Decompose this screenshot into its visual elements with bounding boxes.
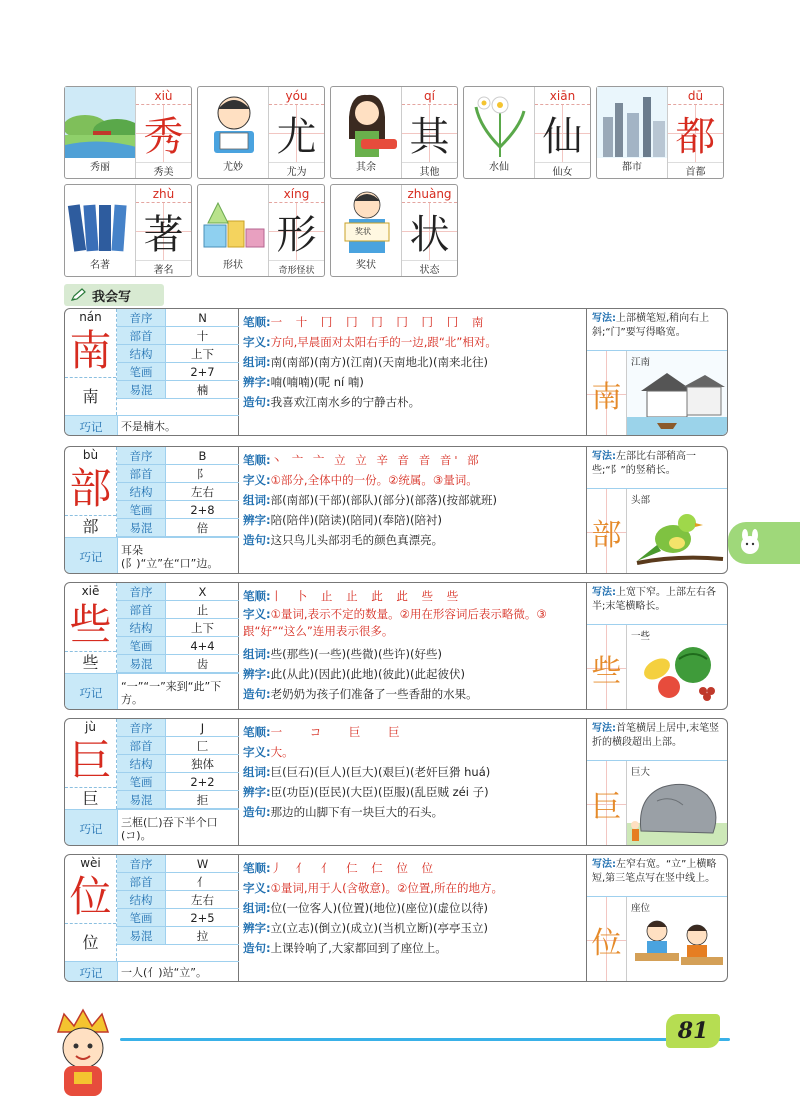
distinguish-text: 臣(功臣)(臣民)(大臣)(臣服)(乱臣贼 zéi 子) [270, 785, 489, 799]
memory-label: 巧记 [65, 538, 117, 574]
distinguish-label: 辨字: [243, 513, 271, 527]
character-pinyin: wèi [80, 856, 101, 870]
character-box [65, 309, 117, 415]
attr-radical: 十 [165, 327, 239, 344]
vocab-cards [64, 86, 728, 282]
compound-word: 其他 [402, 162, 457, 182]
words-label: 组词: [243, 355, 271, 369]
attr-radical: 亻 [165, 873, 239, 890]
card-pinyin: dū [668, 87, 723, 105]
card-character: 其 [402, 105, 457, 162]
stroke-order-label: 笔顺: [243, 315, 271, 329]
character-small: 巨 [65, 787, 116, 809]
character-small: 部 [65, 515, 116, 537]
writing-tip-label: 写法: [592, 723, 616, 734]
memory-text: 一人(亻)站“立”。 [117, 962, 239, 982]
attr-label: 部首 [117, 465, 165, 482]
sentence-label: 造句: [243, 805, 271, 819]
character-box [65, 855, 117, 961]
memory-tip [65, 537, 239, 574]
character-details [239, 583, 587, 709]
side-tab [728, 522, 800, 564]
card-picture [198, 185, 269, 276]
vocab-card [330, 184, 458, 277]
character-details [239, 855, 587, 981]
illustration-caption: 巨大 [631, 767, 651, 778]
compound-word: 奇形怪状 [269, 260, 324, 280]
meaning-label: 字义: [243, 745, 271, 759]
attr-label: 结构 [117, 345, 165, 362]
picture-word: 都市 [622, 162, 642, 173]
character-attributes [117, 583, 239, 673]
attr-order: J [165, 719, 239, 736]
card-picture [597, 87, 668, 178]
writing-tip-label: 写法: [592, 451, 616, 462]
compound-word: 状态 [402, 260, 457, 280]
sentence-label: 造句: [243, 395, 271, 409]
practice-grid: 南 [587, 351, 627, 436]
attr-label: 音序 [117, 855, 165, 872]
attr-strokes: 2+8 [165, 501, 239, 518]
narcissus-flower-illustration [464, 87, 534, 158]
attr-order: W [165, 855, 239, 872]
writing-tip-label: 写法: [592, 587, 616, 598]
sentence-text: 我喜欢江南水乡的宁静古朴。 [270, 395, 421, 409]
memory-tip [65, 673, 239, 710]
stroke-order: 一 コ 巨 巨 [270, 725, 412, 739]
memory-label: 巧记 [65, 416, 117, 436]
picture-word: 形状 [223, 260, 243, 271]
attr-order: B [165, 447, 239, 464]
card-pinyin: zhù [136, 185, 191, 203]
picture-word: 奖状 [356, 260, 376, 271]
compound-word: 尤为 [269, 162, 324, 182]
character-large: 部 [69, 464, 112, 513]
vocab-card [197, 86, 325, 179]
character-details [239, 719, 587, 845]
character-large: 位 [69, 872, 112, 921]
stroke-order: 一 十 冂 冂 冂 冂 冂 冂 南 [270, 315, 489, 329]
sentence-label: 造句: [243, 533, 271, 547]
meaning-text: 方向,早晨面对太阳右手的一边,跟“北”相对。 [270, 335, 497, 349]
attr-label: 结构 [117, 619, 165, 636]
attr-structure: 上下 [165, 619, 239, 636]
attr-label: 音序 [117, 583, 165, 600]
picture-word: 尤妙 [223, 162, 243, 173]
memory-text: “一”“一”来到“此”下方。 [117, 674, 239, 710]
city-skyline-illustration [597, 87, 667, 158]
character-attributes [117, 309, 239, 399]
stroke-order: 丶 亠 亠 立 立 辛 音 音 音' 部 [270, 453, 482, 467]
compound-word: 首都 [668, 162, 723, 182]
character-panel [64, 308, 728, 436]
card-character: 尤 [269, 105, 324, 162]
attr-label: 音序 [117, 719, 165, 736]
stroke-order: 丿 亻 亻 仁 仁 位 位 [270, 861, 439, 875]
character-small: 些 [65, 651, 116, 673]
sentence-text: 上课铃响了,大家都回到了座位上。 [270, 941, 447, 955]
meaning-label: 字义: [243, 335, 271, 349]
attr-structure: 独体 [165, 755, 239, 772]
attr-label: 结构 [117, 891, 165, 908]
attr-label: 音序 [117, 447, 165, 464]
character-pinyin: xiē [81, 584, 100, 598]
stroke-order-label: 笔顺: [243, 725, 271, 739]
attr-label: 易混 [117, 791, 165, 808]
attr-label: 易混 [117, 381, 165, 398]
meaning-label: 字义: [243, 473, 271, 487]
picture-word: 水仙 [489, 162, 509, 173]
attr-confusable: 拉 [165, 927, 239, 944]
girl-with-apples-illustration [331, 87, 401, 158]
attr-label: 部首 [117, 327, 165, 344]
pencil-icon [70, 288, 86, 302]
compound-word: 秀美 [136, 162, 191, 182]
writing-guide [587, 309, 728, 435]
distinguish-text: 立(立志)(倒立)(成立)(当机立断)(亭亭玉立) [270, 921, 488, 935]
writing-guide [587, 719, 728, 845]
memory-text: 耳朵(阝)“立”在“口”边。 [117, 538, 239, 574]
memory-label: 巧记 [65, 674, 117, 710]
practice-grid: 巨 [587, 761, 627, 846]
page-number: 81 [666, 1014, 720, 1048]
character-large: 巨 [69, 736, 112, 785]
kid-with-certificate-illustration [331, 185, 401, 256]
attr-order: X [165, 583, 239, 600]
stroke-order-label: 笔顺: [243, 453, 271, 467]
writing-guide [587, 583, 728, 709]
words-label: 组词: [243, 647, 271, 661]
character-details [239, 447, 587, 573]
card-character: 仙 [535, 105, 590, 162]
attr-strokes: 2+7 [165, 363, 239, 380]
vocab-card [197, 184, 325, 277]
writing-tip-text: 上部横笔短,稍向右上斜;“门”要写得略宽。 [592, 313, 710, 338]
writing-tip-text: 首笔横居上居中,末笔竖折的横段超出上部。 [592, 723, 720, 748]
practice-grid: 位 [587, 897, 627, 982]
illustration [627, 761, 728, 846]
meaning-text: 大。 [270, 745, 294, 759]
attr-confusable: 倍 [165, 519, 239, 536]
sentence-label: 造句: [243, 687, 271, 701]
attr-label: 易混 [117, 655, 165, 672]
attr-label: 结构 [117, 483, 165, 500]
attr-confusable: 楠 [165, 381, 239, 398]
books-illustration [65, 185, 135, 256]
words-label: 组词: [243, 765, 271, 779]
attr-label: 易混 [117, 927, 165, 944]
attr-strokes: 4+4 [165, 637, 239, 654]
distinguish-text: 陪(陪伴)(陪读)(陪同)(奉陪)(陪衬) [270, 513, 442, 527]
illustration [627, 625, 728, 710]
character-details [239, 309, 587, 435]
character-pinyin: jù [85, 720, 96, 734]
sentence-text: 老奶奶为孩子们准备了一些香甜的水果。 [270, 687, 478, 701]
compound-word: 著名 [136, 260, 191, 280]
attr-confusable: 齿 [165, 655, 239, 672]
card-picture [331, 87, 402, 178]
character-attributes [117, 855, 239, 945]
illustration-caption: 江南 [631, 357, 651, 368]
character-pinyin: bù [82, 448, 99, 462]
vocab-card [596, 86, 724, 179]
picture-word: 名著 [90, 260, 110, 271]
card-pinyin: xíng [269, 185, 324, 203]
practice-grid: 部 [587, 489, 627, 574]
character-large: 南 [69, 326, 112, 375]
character-box [65, 583, 117, 673]
distinguish-label: 辨字: [243, 785, 271, 799]
illustration-caption: 座位 [631, 903, 651, 914]
memory-tip [65, 961, 239, 982]
distinguish-text: 喃(喃喃)(呢 ní 喃) [270, 375, 364, 389]
attr-label: 笔画 [117, 773, 165, 790]
mascot-illustration [44, 1006, 122, 1102]
card-pinyin: zhuàng [402, 185, 457, 203]
attr-radical: 匚 [165, 737, 239, 754]
vocab-row-1 [64, 86, 728, 179]
character-pinyin: nán [79, 310, 102, 324]
character-box [65, 719, 117, 809]
words-text: 巨(巨石)(巨人)(巨大)(艰巨)(老奸巨猾 huá) [270, 765, 491, 779]
card-character: 著 [136, 203, 191, 260]
vocab-card [330, 86, 458, 179]
section-header [64, 284, 164, 306]
card-pinyin: xiān [535, 87, 590, 105]
attr-label: 笔画 [117, 909, 165, 926]
writing-guide [587, 855, 728, 981]
shapes-illustration [198, 185, 268, 256]
memory-label: 巧记 [65, 810, 117, 846]
illustration [627, 351, 728, 436]
attr-confusable: 拒 [165, 791, 239, 808]
words-text: 南(南部)(南方)(江南)(天南地北)(南来北往) [270, 355, 488, 369]
meaning-text: ①部分,全体中的一份。②统属。③量词。 [270, 473, 478, 487]
attr-label: 笔画 [117, 501, 165, 518]
meaning-text: ①量词,表示不定的数量。②用在形容词后表示略微。③跟“好”“这么”连用表示很多。 [243, 607, 547, 638]
attr-strokes: 2+5 [165, 909, 239, 926]
attr-structure: 左右 [165, 483, 239, 500]
attr-label: 音序 [117, 309, 165, 326]
character-small: 南 [65, 377, 116, 415]
attr-radical: 止 [165, 601, 239, 618]
picture-word: 其余 [356, 162, 376, 173]
character-box [65, 447, 117, 537]
card-character: 形 [269, 203, 324, 260]
character-attributes [117, 719, 239, 809]
compound-word: 仙女 [535, 162, 590, 182]
character-panel [64, 582, 728, 710]
certificate-text: 奖状 [355, 227, 371, 236]
attr-structure: 左右 [165, 891, 239, 908]
attr-order: N [165, 309, 239, 326]
character-large: 些 [69, 600, 112, 649]
vocab-card [463, 86, 591, 179]
footer-rule [120, 1038, 730, 1041]
memory-tip [65, 415, 239, 436]
attr-label: 结构 [117, 755, 165, 772]
writing-tip-label: 写法: [592, 859, 616, 870]
distinguish-text: 此(从此)(因此)(此地)(彼此)(此起彼伏) [270, 667, 465, 681]
card-picture [65, 87, 136, 178]
attr-label: 部首 [117, 737, 165, 754]
illustration-caption: 头部 [631, 495, 651, 506]
attr-radical: 阝 [165, 465, 239, 482]
attr-label: 笔画 [117, 363, 165, 380]
sentence-text: 那边的山脚下有一块巨大的石头。 [270, 805, 444, 819]
words-text: 位(一位客人)(位置)(地位)(座位)(虚位以待) [270, 901, 488, 915]
writing-guide [587, 447, 728, 573]
stroke-order-label: 笔顺: [243, 589, 271, 603]
card-pinyin: yóu [269, 87, 324, 105]
illustration-caption: 一些 [631, 631, 651, 642]
writing-tip-text: 上宽下窄。上部左右各半;末笔横略长。 [592, 587, 716, 612]
memory-tip [65, 809, 239, 846]
meaning-text: ①量词,用于人(含敬意)。②位置,所在的地方。 [270, 881, 504, 895]
meaning-label: 字义: [243, 607, 271, 621]
illustration [627, 897, 728, 982]
character-panel [64, 854, 728, 982]
words-label: 组词: [243, 901, 271, 915]
words-label: 组词: [243, 493, 271, 507]
stroke-order: 丨 卜 止 止 此 此 些 些 [270, 589, 464, 603]
attr-label: 部首 [117, 873, 165, 890]
section-title: 我会写 [92, 289, 132, 305]
sentence-text: 这只鸟儿头部羽毛的颜色真漂亮。 [270, 533, 444, 547]
card-pinyin: xiù [136, 87, 191, 105]
distinguish-label: 辨字: [243, 921, 271, 935]
vocab-card [64, 86, 192, 179]
picture-word: 秀丽 [90, 162, 110, 173]
vocab-card [64, 184, 192, 277]
character-attributes [117, 447, 239, 537]
card-picture [198, 87, 269, 178]
character-panel [64, 718, 728, 846]
memory-text: 不是楠木。 [117, 416, 239, 436]
memory-text: 三框(匚)吞下半个口(コ)。 [117, 810, 239, 846]
attr-label: 易混 [117, 519, 165, 536]
card-character: 状 [402, 203, 457, 260]
attr-label: 笔画 [117, 637, 165, 654]
character-small: 位 [65, 923, 116, 961]
boy-reading-illustration [198, 87, 268, 158]
bunny-icon [736, 529, 764, 557]
landscape-illustration [65, 87, 135, 158]
stroke-order-label: 笔顺: [243, 861, 271, 875]
writing-tip-text: 左部比右部稍高一些;“阝”的竖稍长。 [592, 451, 696, 476]
words-text: 部(南部)(干部)(部队)(部分)(部落)(按部就班) [270, 493, 497, 507]
writing-tip-text: 左窄右宽。“立”上横略短,第三笔点写在竖中线上。 [592, 859, 717, 884]
card-picture [331, 185, 402, 276]
attr-structure: 上下 [165, 345, 239, 362]
attr-strokes: 2+2 [165, 773, 239, 790]
practice-grid: 些 [587, 625, 627, 710]
writing-tip-label: 写法: [592, 313, 616, 324]
card-picture [464, 87, 535, 178]
illustration [627, 489, 728, 574]
card-picture [65, 185, 136, 276]
meaning-label: 字义: [243, 881, 271, 895]
attr-label: 部首 [117, 601, 165, 618]
character-panel [64, 446, 728, 574]
card-character: 都 [668, 105, 723, 162]
card-pinyin: qí [402, 87, 457, 105]
memory-label: 巧记 [65, 962, 117, 982]
sentence-label: 造句: [243, 941, 271, 955]
vocab-row-2 [64, 184, 728, 277]
card-character: 秀 [136, 105, 191, 162]
words-text: 些(那些)(一些)(些微)(些许)(好些) [270, 647, 442, 661]
distinguish-label: 辨字: [243, 667, 271, 681]
distinguish-label: 辨字: [243, 375, 271, 389]
